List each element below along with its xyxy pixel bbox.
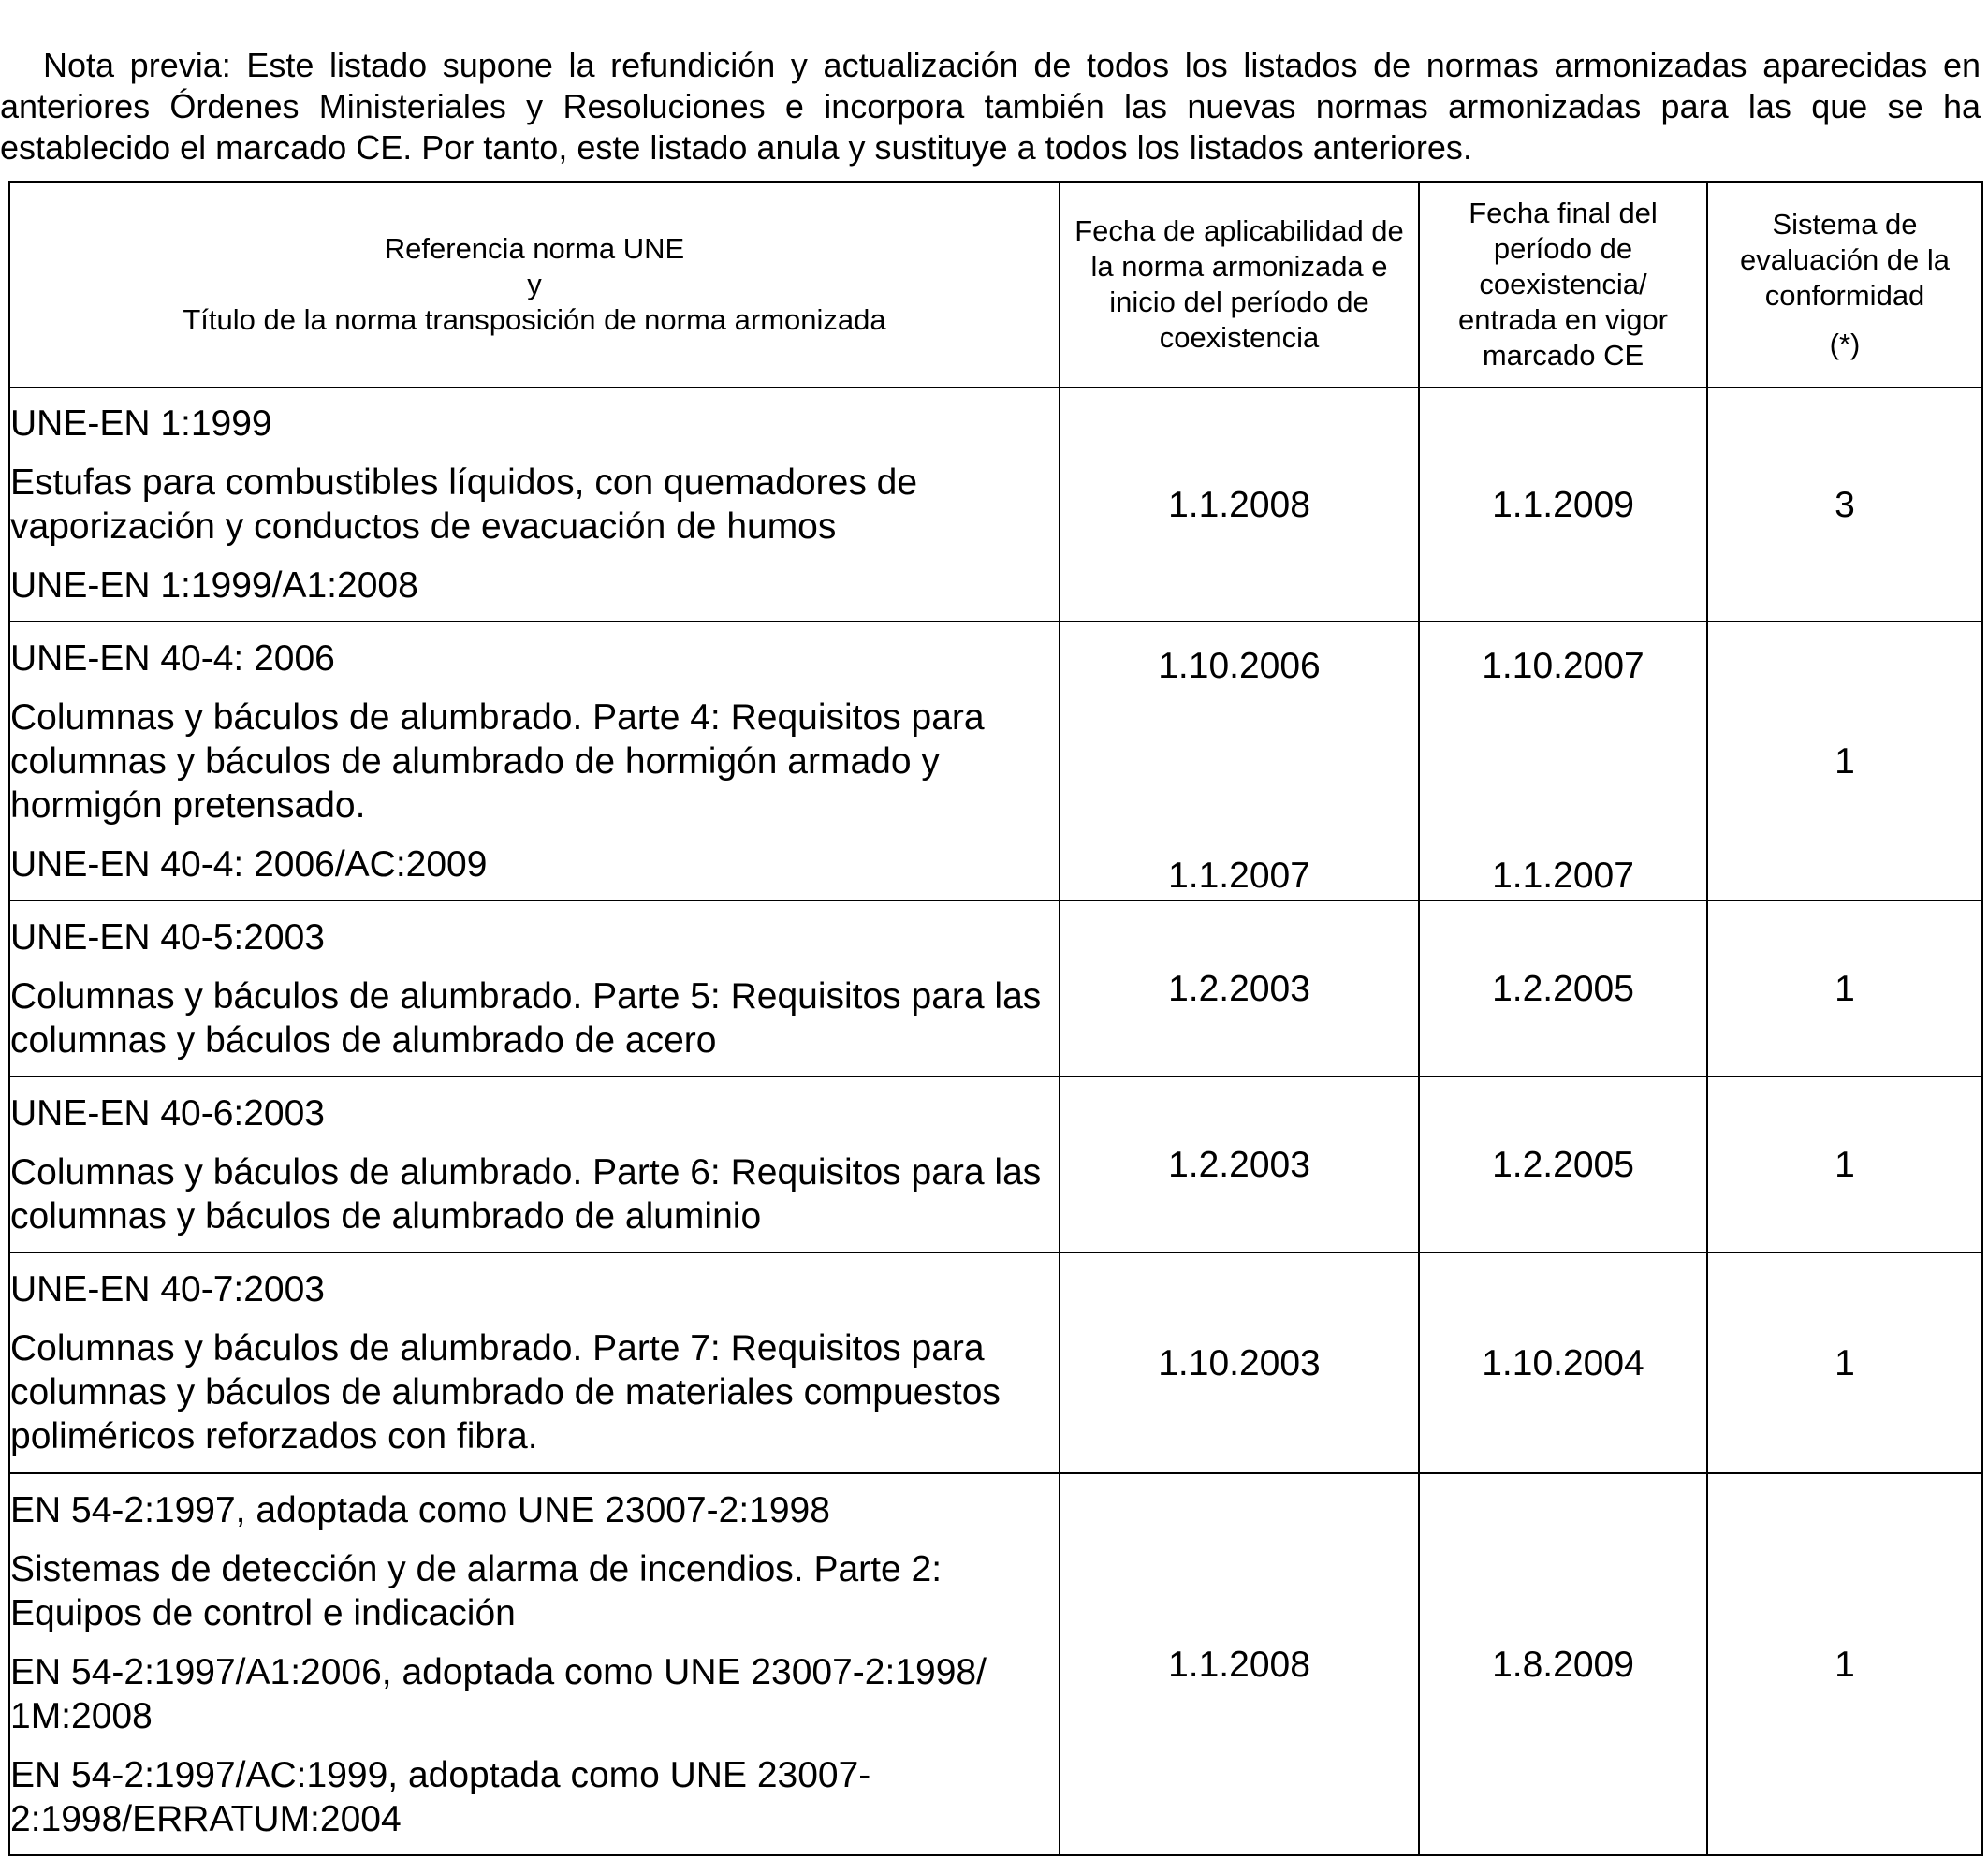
reference-cell [9,622,1060,900]
coexistence-end-date: 1.2.2005 [1419,900,1707,1076]
standard-corrigendum: UNE-EN 40-4: 2006/AC:2009 [10,843,488,885]
standard-corrigendum: EN 54-2:1997/AC:1999, adoptada como UNE 23007-2:1998/ERRATUM:2004 [10,1754,871,1839]
applicability-date-corrigendum: 1.1.2007 [1168,856,1310,896]
header-applicability-date: Fecha de aplicabilidad de la norma armonizada e inicio del período de coexistencia [1060,182,1419,388]
table-row [9,1252,1982,1473]
standard-title: Estufas para combustibles líquidos, con quemadores de vaporización y conductos de evacuación de humos [10,462,918,547]
standard-reference: UNE-EN 1:1999 [10,403,272,444]
standard-title: Sistemas de detección y de alarma de incendios. Parte 2: Equipos de control e indicación [10,1548,943,1633]
coexistence-end-date: 1.8.2009 [1419,1473,1707,1855]
standard-reference: EN 54-2:1997, adoptada como UNE 23007-2:1998 [10,1489,830,1530]
table-row [9,622,1982,900]
conformity-system: 1 [1707,900,1982,1076]
reference-cell [9,1076,1060,1252]
preliminary-note: Nota previa: Este listado supone la refundición y actualización de todos los listados de normas armonizadas aparecidas en anteriores Órdenes Ministeriales y Resoluciones e incorpora también las nuevas normas armonizadas para las que se ha establecido el marcado CE. Por tanto, este listado anula y sustituye a todos los listados anteriores. [0,46,1981,167]
coexistence-end-date: 1.10.2007 [1482,646,1644,686]
standard-title: Columnas y báculos de alumbrado. Parte 7: Requisitos para columnas y báculos de alumbrado de materiales compuestos poliméricos reforzados con fibra. [10,1328,1001,1456]
standard-title: Columnas y báculos de alumbrado. Parte 6: Requisitos para las columnas y báculos de alumbrado de aluminio [10,1151,1042,1237]
applicability-date: 1.2.2003 [1060,1076,1419,1252]
applicability-date: 1.2.2003 [1060,900,1419,1076]
table-row [9,388,1982,622]
applicability-date: 1.1.2008 [1060,1473,1419,1855]
header-reference-line-2: y [527,268,542,300]
table-header-row [9,182,1982,388]
applicability-date: 1.10.2006 [1158,646,1321,686]
coexistence-end-date: 1.1.2009 [1419,388,1707,622]
harmonized-standards-table [8,181,1983,1856]
standard-reference: UNE-EN 40-5:2003 [10,916,325,958]
reference-cell [9,1473,1060,1855]
reference-cell [9,900,1060,1076]
reference-cell [9,388,1060,622]
header-system-text: Sistema de evaluación de la conformidad [1739,208,1951,312]
conformity-system: 3 [1707,388,1982,622]
applicability-date: 1.10.2003 [1060,1252,1419,1473]
standard-amendment: UNE-EN 1:1999/A1:2008 [10,565,418,606]
conformity-system: 1 [1707,622,1982,900]
coexistence-end-date: 1.10.2004 [1419,1252,1707,1473]
header-reference-line-1: Referencia norma UNE [384,232,685,265]
standard-reference: UNE-EN 40-7:2003 [10,1269,325,1310]
standard-title: Columnas y báculos de alumbrado. Parte 5: Requisitos para las columnas y báculos de alumbrado de acero [10,975,1042,1061]
conformity-system: 1 [1707,1473,1982,1855]
table-row [9,1473,1982,1855]
coexistence-end-date: 1.2.2005 [1419,1076,1707,1252]
standard-reference: UNE-EN 40-4: 2006 [10,637,335,679]
table-row [9,1076,1982,1252]
table-row [9,900,1982,1076]
standard-title: Columnas y báculos de alumbrado. Parte 4: Requisitos para columnas y báculos de alumbrado de hormigón armado y hormigón pretensado. [10,696,985,826]
standard-reference: UNE-EN 40-6:2003 [10,1092,325,1134]
reference-cell [9,1252,1060,1473]
coexistence-end-date-cell [1419,622,1707,900]
header-coexistence-end-date: Fecha final del período de coexistencia/ entrada en vigor marcado CE [1419,182,1707,388]
coexistence-end-date-corrigendum: 1.1.2007 [1492,856,1634,896]
conformity-system: 1 [1707,1076,1982,1252]
conformity-system: 1 [1707,1252,1982,1473]
header-conformity-system [1707,182,1982,388]
standard-amendment: EN 54-2:1997/A1:2006, adoptada como UNE 23007-2:1998/ 1M:2008 [10,1651,987,1736]
header-reference [9,182,1060,388]
applicability-date: 1.1.2008 [1060,388,1419,622]
header-system-footnote: (*) [1829,328,1861,360]
applicability-date-cell [1060,622,1419,900]
header-reference-line-3: Título de la norma transposición de norma armonizada [183,303,886,336]
